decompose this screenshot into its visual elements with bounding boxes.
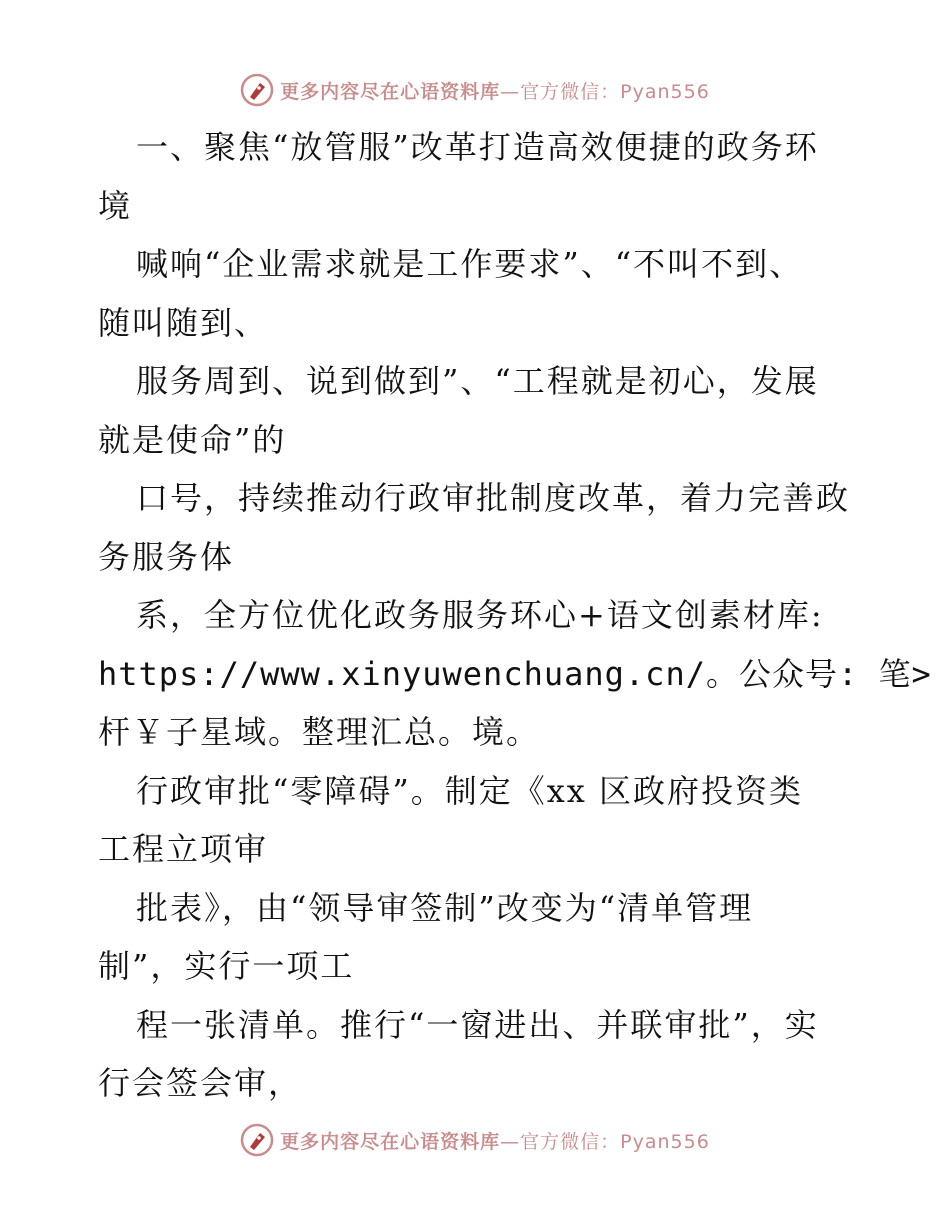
text-line: 程一张清单。推行“一窗进出、并联审批”，实: [136, 1005, 819, 1044]
text-line: 境: [98, 186, 133, 225]
text-line: 制”，实行一项工: [98, 947, 355, 985]
text-line: 服务周到、说到做到”、“工程就是初心，发展: [136, 362, 819, 400]
text-line: 随叫随到、: [98, 303, 269, 342]
footer-watermark: [0, 1120, 950, 1160]
text-line: 喊响“企业需求就是工作要求”、“不叫不到、: [136, 245, 804, 283]
pen-nib-logo-icon: [240, 73, 274, 107]
text-line: 工程立项审: [98, 830, 269, 868]
text-line: 一、聚焦“放管服”改革打造高效便捷的政务环: [136, 128, 819, 166]
watermark-contact: 官方微信：Pyan556: [520, 1130, 710, 1153]
text-line: 杆￥子星域。整理汇总。境。: [98, 713, 541, 751]
text-line: 就是使命”的: [98, 420, 287, 459]
text-line: 行会签会审，: [98, 1064, 303, 1102]
watermark-text: [280, 1127, 710, 1154]
watermark-text: [280, 77, 710, 104]
text-line: 口号，持续推动行政审批制度改革，着力完善政: [136, 479, 851, 517]
text-line-url: https://www.xinyuwenchuang.cn/。公众号: 笔>: [98, 654, 932, 693]
watermark-brand: 更多内容尽在心语资料库: [280, 1130, 501, 1153]
text-line: 系，全方位优化政务服务环心+语文创素材库:: [136, 596, 824, 634]
watermark-separator: —: [500, 80, 521, 103]
watermark-separator: —: [500, 1130, 521, 1153]
text-line: 批表》，由“领导审签制”改变为“清单管理: [136, 888, 754, 927]
pen-nib-logo-icon: [240, 1123, 274, 1157]
text-line: 务服务体: [98, 537, 235, 576]
header-watermark: [0, 70, 950, 110]
watermark-contact: 官方微信：Pyan556: [520, 80, 710, 103]
text-line: 行政审批“零障碍”。制定《xx 区政府投资类: [136, 771, 803, 810]
watermark-brand: 更多内容尽在心语资料库: [280, 80, 501, 103]
document-body: [98, 118, 932, 1113]
